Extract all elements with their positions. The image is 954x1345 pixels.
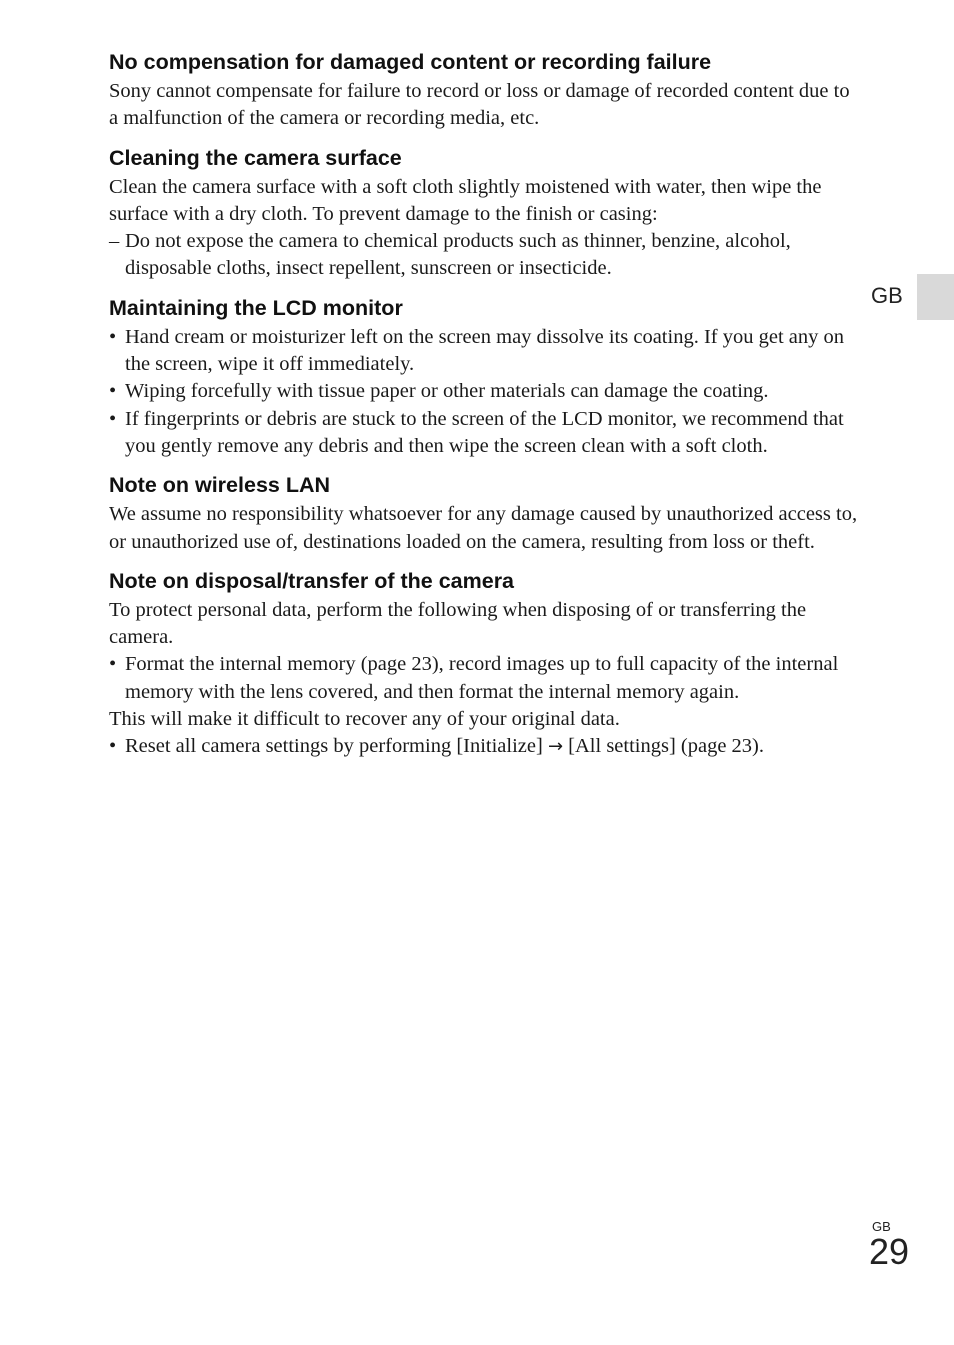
- dash-marker: –: [109, 230, 120, 253]
- bullet-item: [109, 406, 861, 461]
- bullet-text: If fingerprints or debris are stuck to the screen of the LCD monitor, we recommend that you gently remove any debris and then wipe the screen clean with a soft cloth.: [125, 407, 844, 457]
- bullet-item: [109, 733, 861, 760]
- section-heading: Maintaining the LCD monitor: [109, 295, 403, 320]
- bullet-marker: •: [109, 407, 117, 430]
- section-heading: Cleaning the camera surface: [109, 145, 402, 170]
- bullet-item: [109, 651, 861, 706]
- section-cleaning: [109, 144, 861, 283]
- section-no-compensation: [109, 48, 861, 133]
- section-wireless-lan: [109, 471, 861, 556]
- side-tab-label: GB: [871, 283, 903, 308]
- bullet-item: [109, 378, 861, 405]
- section-body: To protect personal data, perform the following when disposing of or transferring the camera.: [109, 598, 807, 649]
- section-heading: No compensation for damaged content or recording failure: [109, 50, 712, 74]
- section-heading: Note on disposal/transfer of the camera: [109, 568, 515, 593]
- bullet-text-before-arrow: Reset all camera settings by performing [Initialize]: [125, 735, 543, 758]
- section-lcd-monitor: [109, 294, 861, 460]
- bullet-text: Hand cream or moisturizer left on the screen may dissolve its coating. If you get any on the screen, wipe it off immediately.: [125, 325, 844, 376]
- bullet-marker: •: [109, 380, 117, 403]
- bullet-text: Wiping forcefully with tissue paper or other materials can damage the coating.: [125, 380, 769, 403]
- arrow-right-icon: →: [547, 736, 564, 758]
- bullet-marker: •: [109, 735, 117, 758]
- dash-item-text: Do not expose the camera to chemical products such as thinner, benzine, alcohol, disposable cloths, insect repellent, sunscreen or insecticide.: [125, 230, 791, 280]
- side-tab: [917, 274, 954, 320]
- section-disposal: [109, 567, 861, 761]
- section-body: We assume no responsibility whatsoever for any damage caused by unauthorized access to, or unauthorized use of, destinations loaded on the camera, resulting from loss or theft.: [109, 503, 858, 553]
- bullet-text: Format the internal memory (page 23), record images up to full capacity of the internal memory with the lens covered, and then format the internal memory again.: [125, 653, 839, 703]
- bullet-marker: •: [109, 653, 117, 676]
- page-content: [109, 48, 861, 772]
- bullet-marker: •: [109, 325, 117, 348]
- section-body: This will make it difficult to recover any of your original data.: [109, 708, 620, 731]
- section-body: Clean the camera surface with a soft cloth slightly moistened with water, then wipe the surface with a dry cloth. To prevent damage to the finish or casing:: [109, 175, 822, 225]
- section-body: Sony cannot compensate for failure to record or loss or damage of recorded content due to a malfunction of the camera or recording media, etc.: [109, 80, 850, 130]
- page-language-code: GB: [872, 1219, 891, 1234]
- bullet-text-after-arrow: [All settings] (page 23).: [568, 735, 765, 758]
- dash-item: [109, 228, 861, 283]
- section-heading: Note on wireless LAN: [109, 473, 331, 498]
- bullet-item: [109, 324, 861, 379]
- page-number: 29: [869, 1231, 910, 1272]
